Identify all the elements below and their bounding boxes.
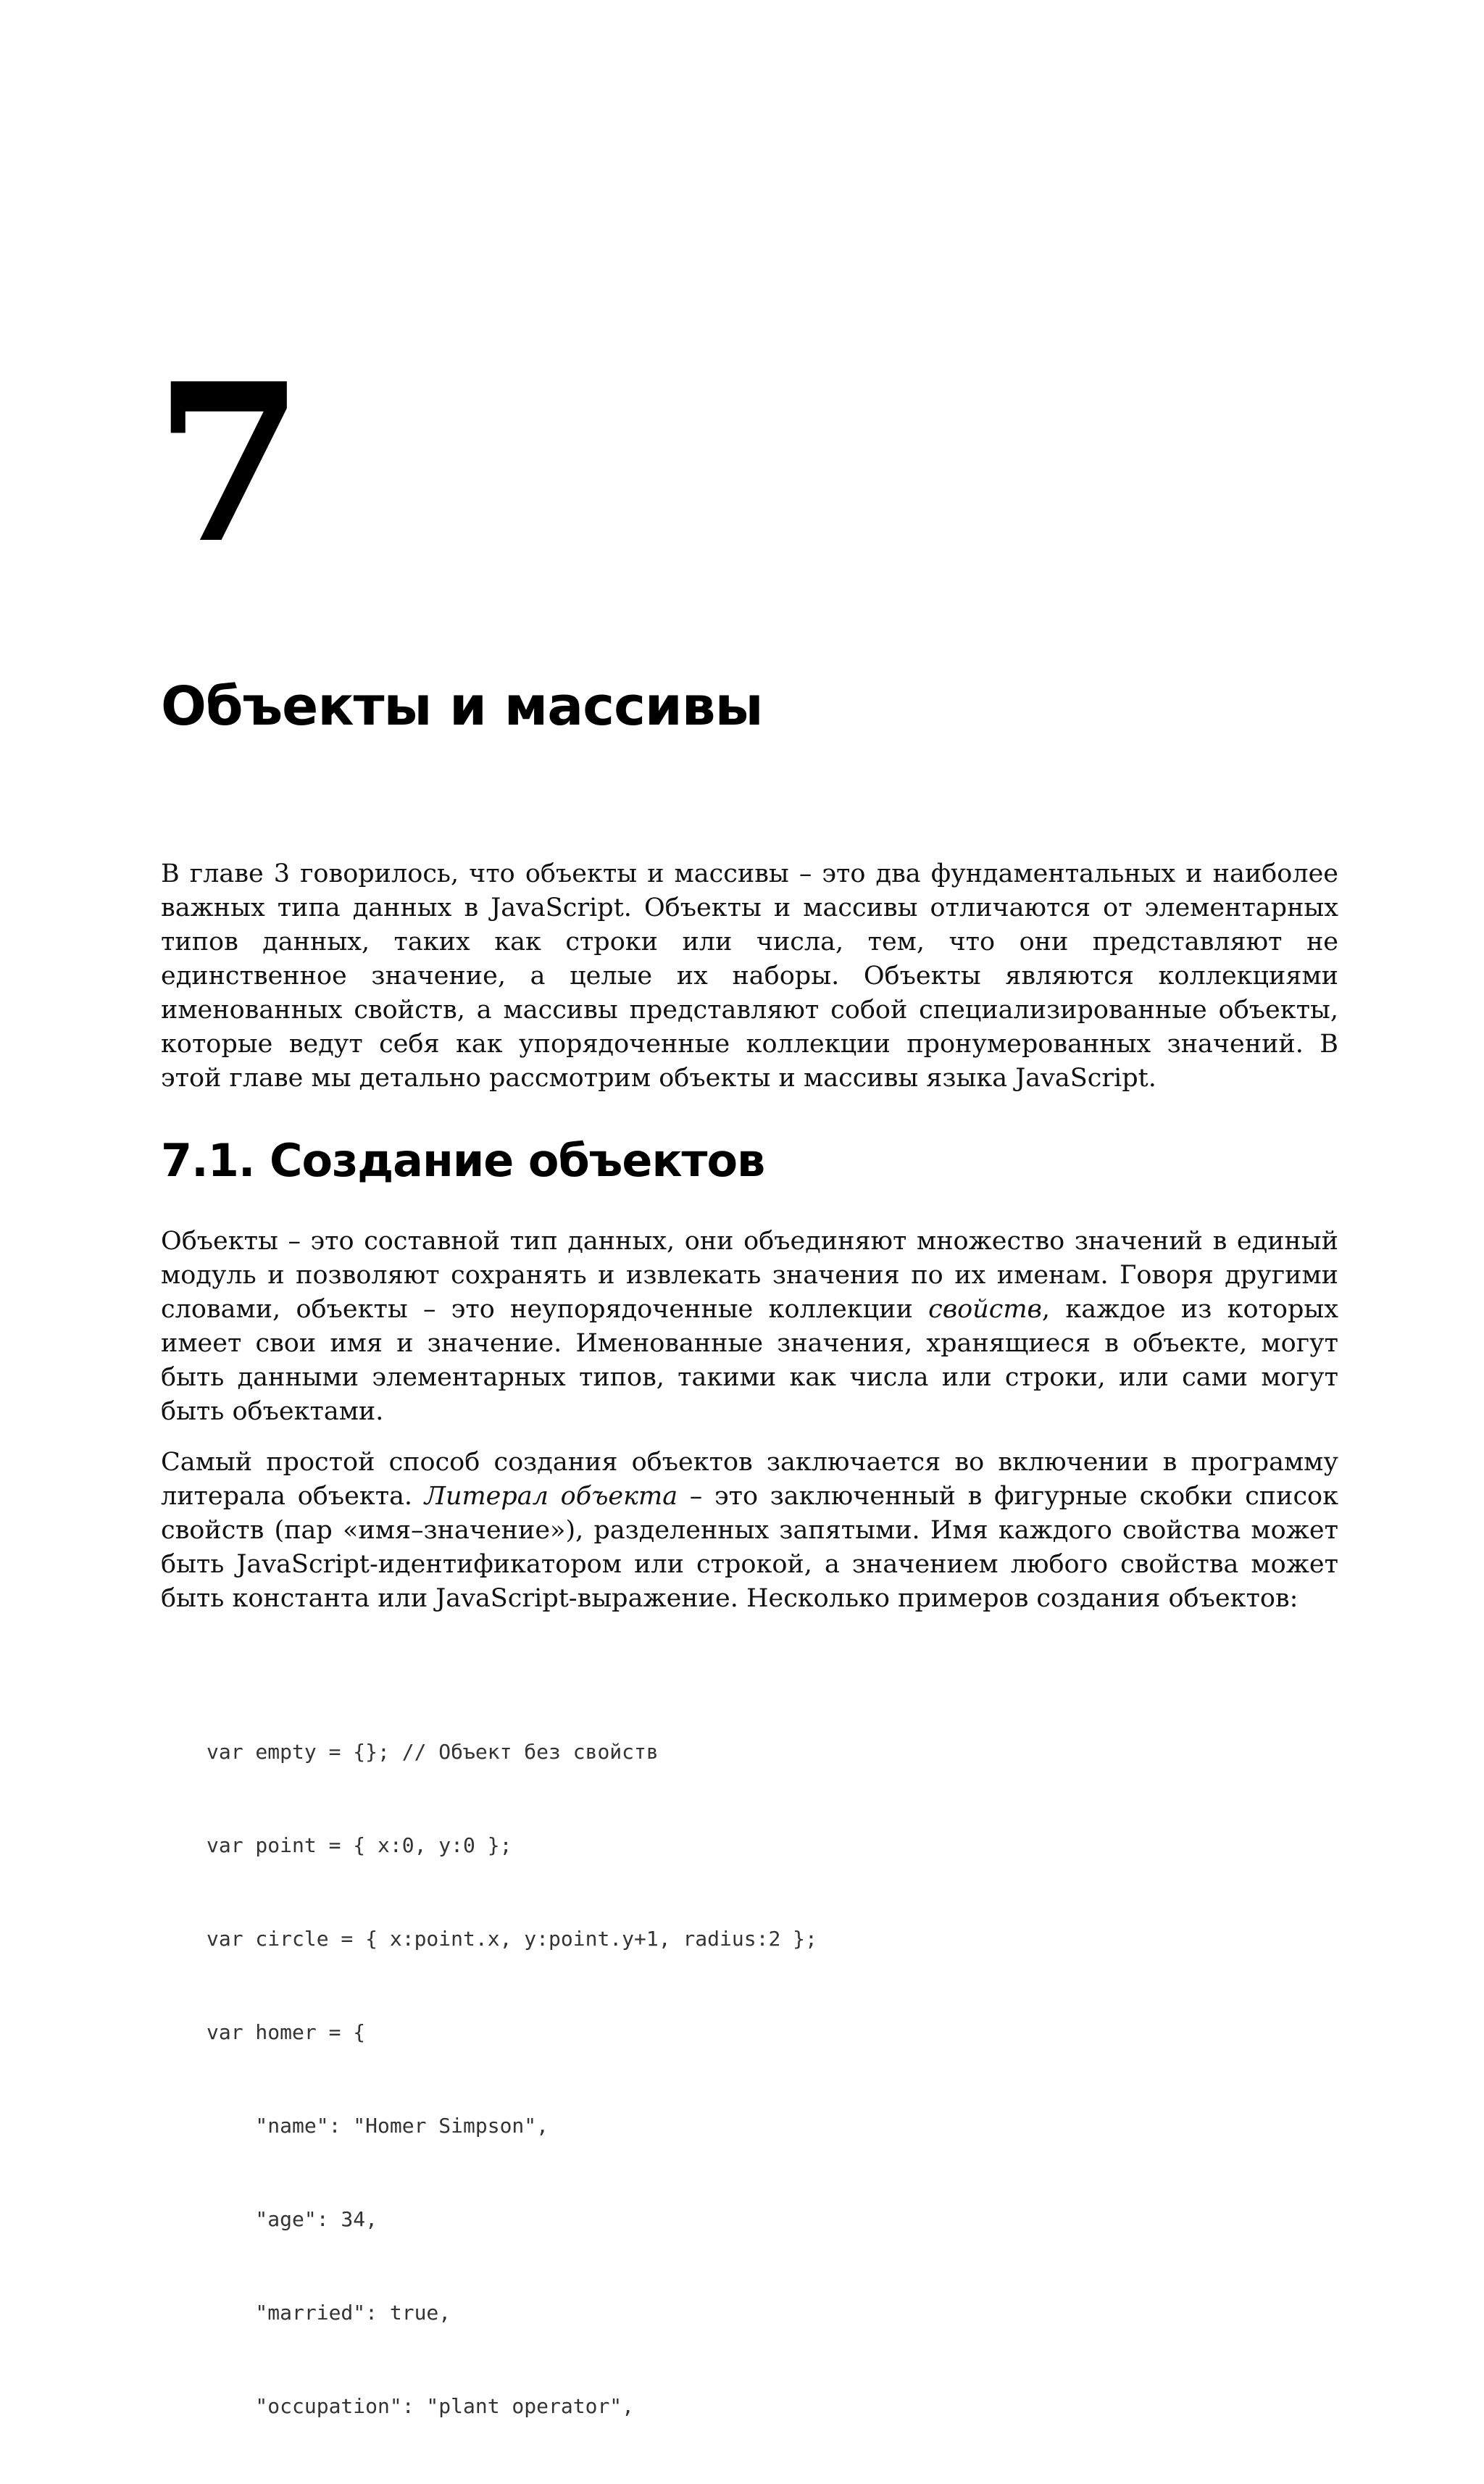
emphasis-term: Литерал объекта [424,1482,678,1511]
emphasis-term: свойств [928,1295,1042,1324]
paragraph-text: Объекты – это составной тип данных, они объединяют множество значений в единый модуль и позволяют сохранять и извлекать значения по их именам. Говоря другими словами, объекты – это неупорядоченные коллекции [161,1227,1338,1324]
paragraph-text: , каждое из которых имеет свои имя и значение. Именованные значения, хранящиеся в объекте, могут быть данными элементарных типов, такими как числа или строки, или сами могут быть объектами. [161,1295,1339,1426]
chapter-number: 7 [154,335,305,591]
section-paragraph-1 [161,1225,1338,1429]
chapter-title: Объекты и массивы [161,675,763,738]
code-line: var circle = { x:point.x, y:point.y+1, radius:2 }; [207,1927,817,1951]
code-line: "occupation": "plant operator", [207,2394,635,2418]
code-line: var point = { x:0, y:0 }; [207,1833,512,1857]
intro-paragraph: В главе 3 говорилось, что объекты и массивы – это два фундаментальных и наиболее важных типа данных в JavaScript. Объекты и массивы отличаются от элементарных типов данных, таких как строки или числа, тем, что они представляют не единственное значение, а целые их наборы. Объекты являются коллекциями именованных свойств, а массивы представляют собой специализированные объекты, которые ведут себя как упорядоченные коллекции пронумерованных значений. В этой главе мы детально рассмотрим объекты и массивы языка JavaScript. [161,859,1338,1093]
code-line: var empty = {}; // Объект без свойств [207,1740,659,1764]
paragraph-text: Самый простой способ создания объектов заключается во включении в программу литерала объекта. [161,1448,1338,1511]
code-line: var homer = { [207,2020,366,2044]
code-line: "married": true, [207,2301,451,2325]
code-line: "name": "Homer Simpson", [207,2114,549,2138]
code-example [207,1674,817,2484]
code-line: "age": 34, [207,2207,378,2231]
paragraph-text: – это заключенный в фигурные скобки список свойств (пар «имя–значение»), разделенных запятыми. Имя каждого свойства может быть JavaScript-идентификатором или строкой, а значением любого свойства может быть константа или JavaScript-выражение. Несколько примеров создания объектов: [161,1482,1338,1613]
section-heading: 7.1. Создание объектов [161,1134,765,1187]
section-paragraph-2 [161,1446,1338,1616]
